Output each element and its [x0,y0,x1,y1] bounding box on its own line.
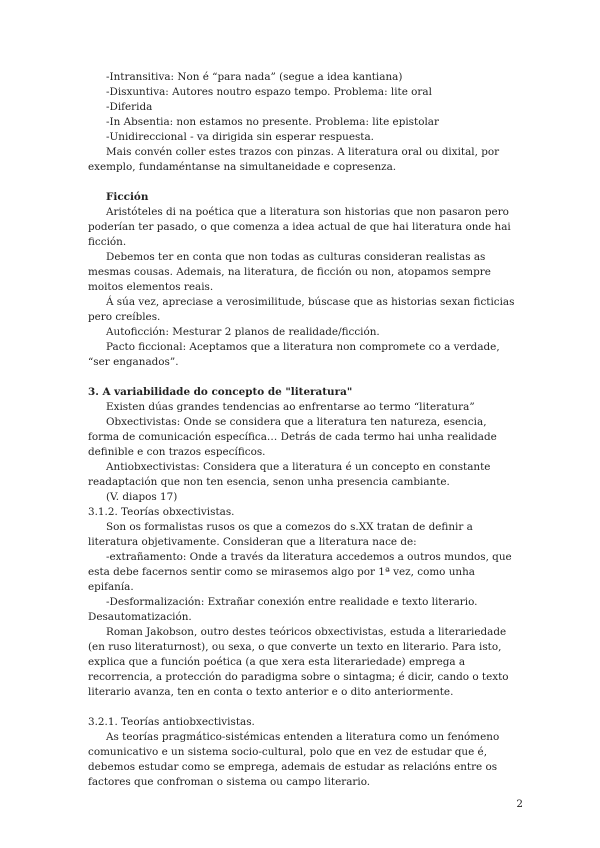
paragraph: -Desformalización: Extrañar conexión entre realidade e texto literario. Desautomatización. [88,596,478,623]
section-heading-3: 3. A variabilidade do concepto de "literatura" [88,386,353,398]
paragraph: Pacto ficcional: Aceptamos que a literatura non compromete co a verdade, “ser enganados”. [88,341,500,368]
list-item: -Disxuntiva: Autores noutro espazo tempo. Problema: lite oral [106,86,432,98]
paragraph: Mais convén coller estes trazos con pinzas. A literatura oral ou dixital, por exemplo, fundaméntanse na simultaneidade e copresenza. [88,146,500,173]
list-item: -Diferida [106,101,153,113]
paragraph: Debemos ter en conta que non todas as culturas consideran realistas as mesmas cousas. Ademais, na literatura, de ficción ou non, atopamos sempre moitos elementos reais. [88,251,491,293]
list-item: -Intransitiva: Non é “para nada” (segue a idea kantiana) [106,71,403,83]
section-heading-ficcion: Ficción [106,191,149,203]
page-number: 2 [516,798,523,810]
paragraph: (V. diapos 17) [106,491,178,503]
list-item: -Unidireccional - va dirigida sin esperar respuesta. [106,131,374,143]
paragraph: As teorías pragmático-sistémicas entenden a literatura como un fenómeno comunicativo e un sistema socio-cultural, polo que en vez de estudar que é, debemos estudar como se emprega, ademais de estudar as relacións entre os factores que confroman o sistema ou campo literario. [88,731,500,788]
paragraph: -extrañamento: Onde a través da literatura accedemos a outros mundos, que esta debe facernos sentir como se mirasemos algo por 1ª vez, como unha epifanía. [88,551,512,593]
paragraph: Obxectivistas: Onde se considera que a literatura ten natureza, esencia, forma de comunicación específica… Detrás de cada termo hai unha realidade definible e con trazos específicos. [88,416,497,458]
document-page [88,70,520,790]
paragraph: Á súa vez, apreciase a verosimilitude, búscase que as historias sexan ficticias pero creíbles. [88,296,515,323]
paragraph: Son os formalistas rusos os que a comezos do s.XX tratan de definir a literatura objetivamente. Consideran que a literatura nace de: [88,521,473,548]
paragraph: Roman Jakobson, outro destes teóricos obxectivistas, estuda a literariedade (en ruso literaturnost), ou sexa, o que converte un texto en literario. Para isto, explica que a función poética (a que xera esta literariedade) emprega a recorrencia, a protección do paradigma sobre o sintagma; é dicir, cando o texto literario avanza, ten en conta o texto anterior e o dito anteriormente. [88,626,509,698]
subsection-heading: 3.2.1. Teorías antiobxectivistas. [88,716,255,728]
paragraph: Antiobxectivistas: Considera que a literatura é un concepto en constante readaptación que non ten esencia, senon unha presencia cambiante. [88,461,491,488]
paragraph: Existen dúas grandes tendencias ao enfrentarse ao termo “literatura” [106,401,475,413]
subsection-heading: 3.1.2. Teorías obxectivistas. [88,506,235,518]
list-item: -In Absentia: non estamos no presente. Problema: lite epistolar [106,116,439,128]
paragraph: Autoficción: Mesturar 2 planos de realidade/ficción. [106,326,380,338]
paragraph: Aristóteles di na poética que a literatura son historias que non pasaron pero poderían ter pasado, o que comenza a idea actual de que hai literatura onde hai ficción. [88,206,511,248]
